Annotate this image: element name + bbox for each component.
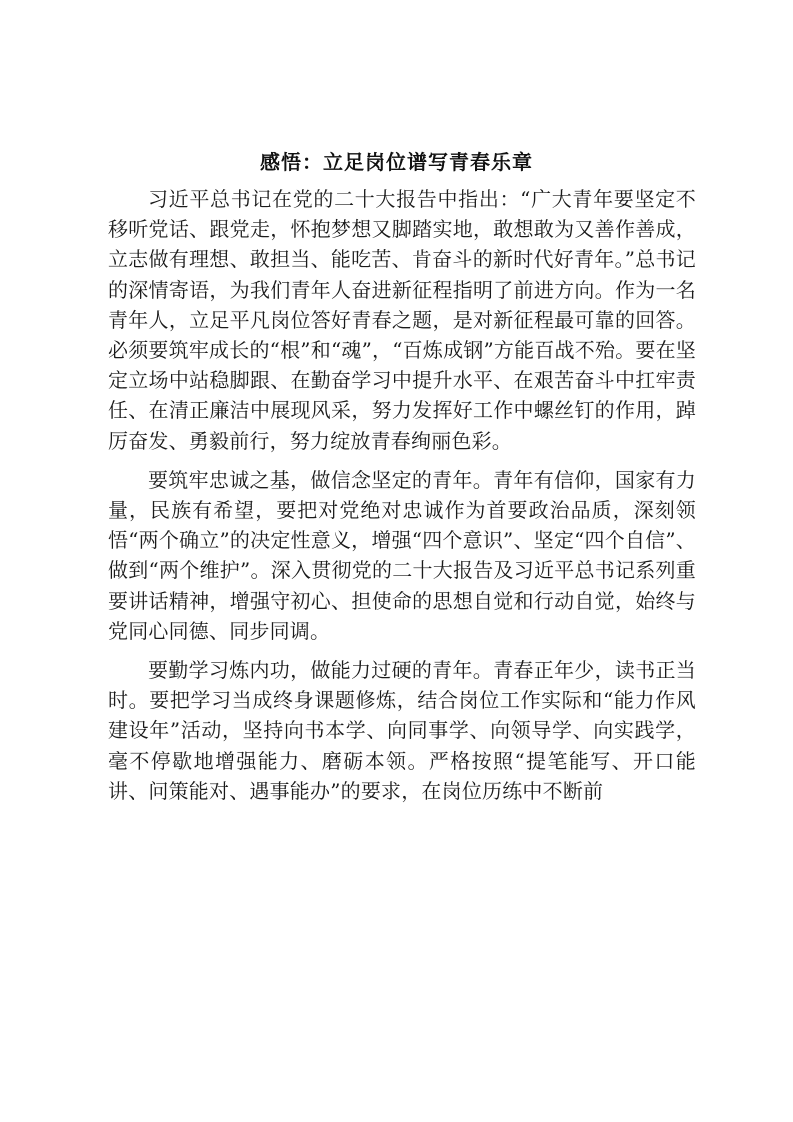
paragraph-3: 要勤学习炼内功，做能力过硬的青年。青春正年少，读书正当时。要把学习当成终身课题修炼，结合岗位工作实际和“能力作风建设年”活动，坚持向书本学、向同事学、向领导学、向实践学，毫不停歇地增强能力、磨砺本领。严格按照“提笔能写、开口能讲、问策能对、遇事能办”的要求，在岗位历练中不断前 bbox=[108, 658, 696, 803]
paragraph-1: 习近平总书记在党的二十大报告中指出：“广大青年要坚定不移听党话、跟党走，怀抱梦想又脚踏实地，敢想敢为又善作善成，立志做有理想、敢担当、能吃苦、肯奋斗的新时代好青年。”总书记的深情寄语，为我们青年人奋进新征程指明了前进方向。作为一名青年人，立足平凡岗位答好青春之题，是对新征程最可靠的回答。必须要筑牢成长的“根”和“魂”，“百炼成钢”方能百战不殆。要在坚定立场中站稳脚跟、在勤奋学习中提升水平、在艰苦奋斗中扛牢责任、在清正廉洁中展现风采，努力发挥好工作中螺丝钉的作用，踔厉奋发、勇毅前行，努力绽放青春绚丽色彩。 bbox=[108, 187, 696, 453]
document-title: 感悟：立足岗位谱写青春乐章 bbox=[260, 150, 533, 174]
paragraph-2: 要筑牢忠诚之基，做信念坚定的青年。青年有信仰，国家有力量，民族有希望，要把对党绝对忠诚作为首要政治品质，深刻领悟“两个确立”的决定性意义，增强“四个意识”、坚定“四个自信”、做到“两个维护”。深入贯彻党的二十大报告及习近平总书记系列重要讲话精神，增强守初心、担使命的思想自觉和行动自觉，始终与党同心同德、同步同调。 bbox=[108, 467, 696, 643]
document-body bbox=[108, 184, 696, 806]
